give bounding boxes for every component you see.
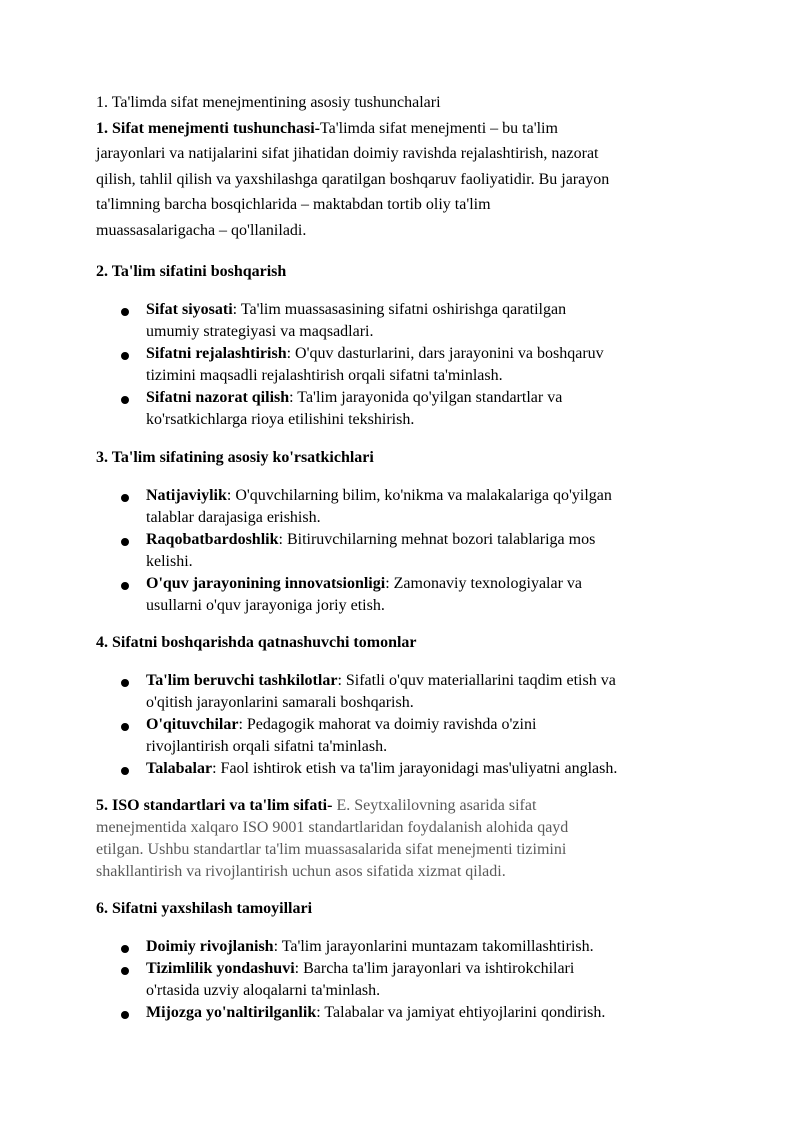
bullet-icon <box>121 767 129 775</box>
list-item <box>96 529 704 573</box>
bullet-icon <box>121 538 129 546</box>
list-item <box>96 758 704 780</box>
bullet-icon <box>121 308 129 316</box>
iso-text: E. Seytxalilovning asarida sifat menejmentida xalqaro ISO 9001 standartlaridan foydalanish alohida qayd etilgan. Ushbu standartlar ta'lim muassasalarida sifat menejmenti tizimini shakllantirish va rivojlantirish uchun asos sifatida xizmat qiladi. <box>96 797 569 880</box>
section-heading-4: 4. Sifatni boshqarishda qatnashuvchi tomonlar <box>96 634 417 651</box>
item-text: : O'quv dasturlarini, dars jarayonini va boshqaruv tizimini maqsadli rejalashtirish orqali sifatni ta'minlash. <box>146 345 604 384</box>
item-text: : Barcha ta'lim jarayonlari va ishtirokchilari o'rtasida uzviy aloqalarni ta'minlash. <box>146 960 575 999</box>
item-text: : Talabalar va jamiyat ehtiyojlarini qondirish. <box>316 1004 606 1021</box>
bullet-list-indicators <box>96 485 704 617</box>
term-bold: Tizimlilik yondashuvi <box>146 960 295 977</box>
intro-text: Ta'limda sifat menejmenti – bu ta'lim jarayonlari va natijalarini sifat jihatidan doimiy ravishda rejalashtirish, nazorat qilish, tahlil qilish va yaxshilashga qaratilgan boshqaruv faoliyatidir. Bu jarayon ta'limning barcha bosqichlarida – maktabdan tortib oliy ta'lim muassasalarigacha – qo'llaniladi. <box>96 119 610 239</box>
intro-bold-lead: 1. Sifat menejmenti tushunchasi- <box>96 119 321 137</box>
item-text: : Ta'lim jarayonlarini muntazam takomillashtirish. <box>273 938 594 955</box>
term-bold: Raqobatbardoshlik <box>146 531 279 548</box>
term-bold: Ta'lim beruvchi tashkilotlar <box>146 672 338 689</box>
list-item <box>96 299 704 343</box>
term-bold: O'quv jarayonining innovatsionligi <box>146 575 386 592</box>
bullet-list-principles <box>96 936 704 1024</box>
term-bold: Talabalar <box>146 760 213 777</box>
item-text: : Zamonaviy texnologiyalar va usullarni o'quv jarayoniga joriy etish. <box>146 575 583 614</box>
section-heading-6: 6. Sifatni yaxshilash tamoyillari <box>96 900 313 917</box>
term-bold: Mijozga yo'naltirilganlik <box>146 1004 317 1021</box>
bullet-icon <box>121 352 129 360</box>
bullet-list-quality-management <box>96 299 704 431</box>
list-item <box>96 387 704 431</box>
item-text: : Ta'lim jarayonida qo'yilgan standartlar va ko'rsatkichlarga rioya etilishini tekshirish. <box>146 389 563 428</box>
bullet-icon <box>121 945 129 953</box>
bullet-icon <box>121 1011 129 1019</box>
term-bold: Doimiy rivojlanish <box>146 938 274 955</box>
item-text: : Faol ishtirok etish va ta'lim jarayonidagi mas'uliyatni anglash. <box>212 760 618 777</box>
list-item <box>96 936 704 958</box>
section-heading-2: 2. Ta'lim sifatini boshqarish <box>96 263 287 280</box>
intro-paragraph <box>96 116 704 244</box>
item-text: : Pedagogik mahorat va doimiy ravishda o'zini rivojlantirish orqali sifatni ta'minlash. <box>146 716 537 755</box>
list-item <box>96 714 704 758</box>
term-bold: Sifatni rejalashtirish <box>146 345 287 362</box>
item-text: : Sifatli o'quv materiallarini taqdim etish va o'qitish jarayonlarini samarali boshqarish. <box>146 672 616 711</box>
bullet-icon <box>121 723 129 731</box>
bullet-icon <box>121 396 129 404</box>
doc-title-line: 1. Ta'limda sifat menejmentining asosiy tushunchalari <box>96 94 441 111</box>
list-item <box>96 343 704 387</box>
bullet-icon <box>121 494 129 502</box>
list-item <box>96 958 704 1002</box>
bullet-icon <box>121 679 129 687</box>
term-bold: Sifat siyosati <box>146 301 233 318</box>
bullet-list-participants <box>96 670 704 780</box>
term-bold: O'qituvchilar <box>146 716 239 733</box>
item-text: : O'quvchilarning bilim, ko'nikma va malakalariga qo'yilgan talablar darajasiga erishish. <box>146 487 612 526</box>
list-item <box>96 1002 704 1024</box>
list-item <box>96 485 704 529</box>
item-text: : Ta'lim muassasasining sifatni oshirishga qaratilgan umumiy strategiyasi va maqsadlari. <box>146 301 567 340</box>
item-text: : Bitiruvchilarning mehnat bozori talablariga mos kelishi. <box>146 531 596 570</box>
bullet-icon <box>121 967 129 975</box>
bullet-icon <box>121 582 129 590</box>
term-bold: Sifatni nazorat qilish <box>146 389 290 406</box>
section-heading-3: 3. Ta'lim sifatining asosiy ko'rsatkichlari <box>96 449 374 466</box>
list-item <box>96 670 704 714</box>
iso-bold-lead: 5. ISO standartlari va ta'lim sifati- <box>96 797 333 814</box>
term-bold: Natijaviylik <box>146 487 227 504</box>
list-item <box>96 573 704 617</box>
iso-paragraph <box>96 795 704 883</box>
